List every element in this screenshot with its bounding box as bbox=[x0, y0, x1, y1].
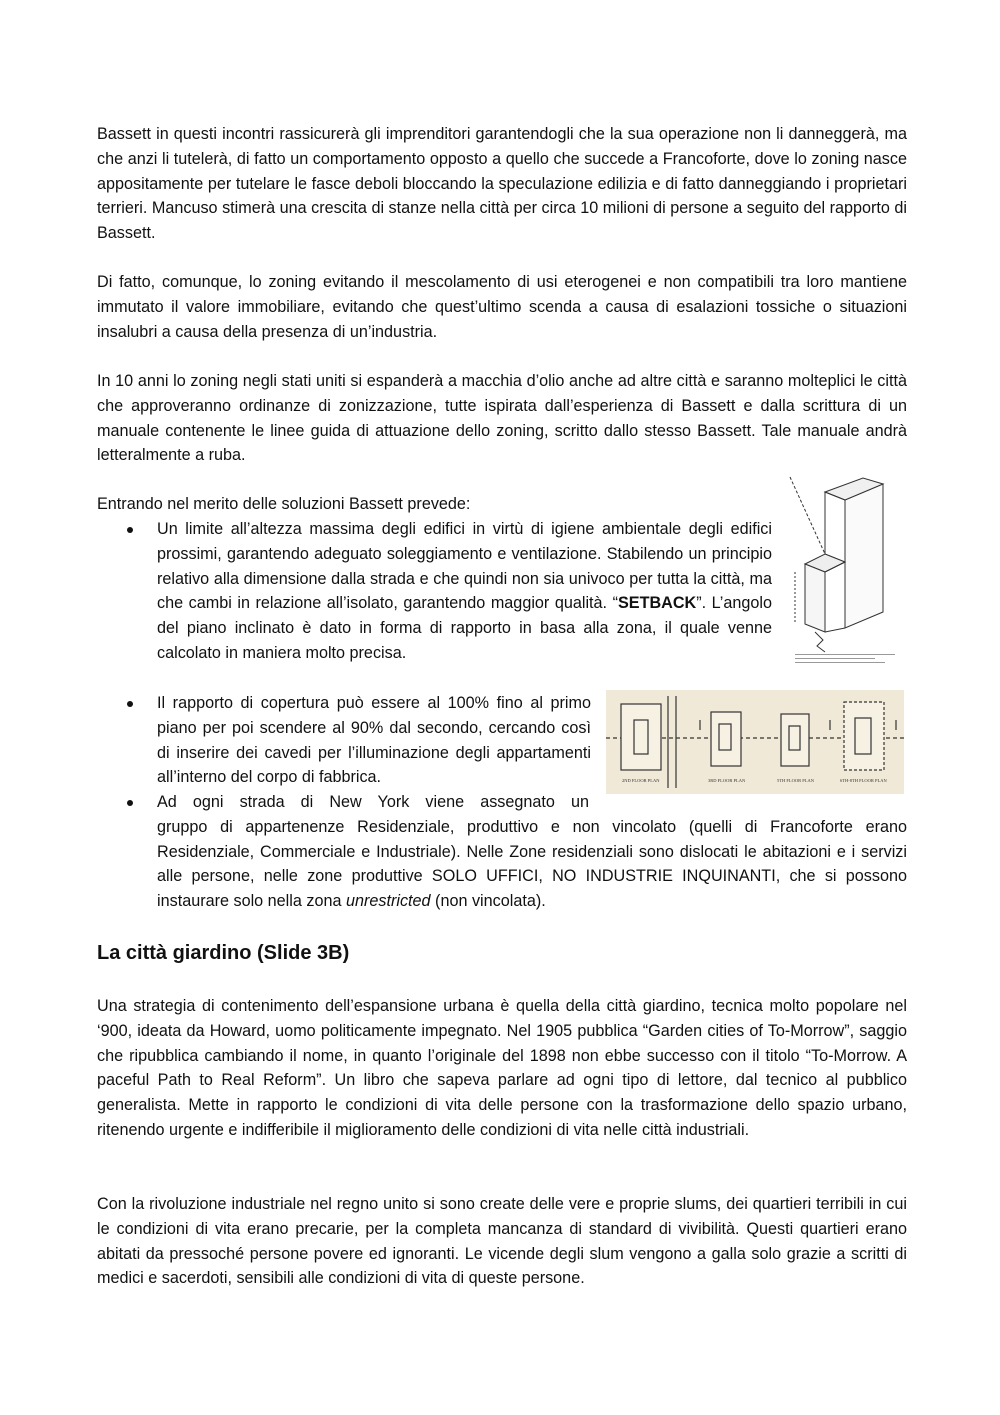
bullet-dot bbox=[127, 701, 133, 707]
floor-plan-label: 5TH FLOOR PLAN bbox=[777, 778, 815, 783]
floor-plan-label: 6TH-8TH FLOOR PLAN bbox=[840, 778, 887, 783]
section-heading: La città giardino (Slide 3B) bbox=[97, 942, 350, 964]
paragraph-2: Di fatto, comunque, lo zoning evitando il mescolamento di usi eterogenei e non compatibili tra loro mantiene immutato il valore immobiliare, evitando che quest’ultimo scenda a causa di esalazioni tossiche o situazioni insalubri a causa della presenza di un’industria. bbox=[97, 273, 907, 341]
list-item-text: gruppo di appartenenze Residenziale, produttivo e non vincolato (quelli di Francoforte erano Residenziale, Commerciale e Industriale). Nelle Zone residenziali sono dislocati le abitazioni e i servizi alle persone, nelle zone produttive SOLO UFFICI, NO INDUSTRIE INQUINANTI, che si possono instaurare solo nella zona unrestricted (non vincolata). bbox=[157, 817, 907, 911]
paragraph-3: In 10 anni lo zoning negli stati uniti si espanderà a macchia d’olio anche ad altre città e saranno molteplici le città che approveranno ordinanze di zonizzazione, tutte ispirata dall’esperienza di Bassett e dalla scrittura di un manuale contenente le linee guida di attuazione dello zoning, scritto dallo stesso Bassett. Tale manuale andrà letteralmente a ruba. bbox=[97, 372, 907, 465]
bullet-dot bbox=[127, 800, 133, 806]
floor-plan-label: 2ND FLOOR PLAN bbox=[622, 778, 660, 783]
setback-diagram-image bbox=[785, 472, 905, 672]
list-item-text: Il rapporto di copertura può essere al 100% fino al primo piano per poi scendere al 90% dal secondo, cercando così di inserire dei cavedi per l’illuminazione degli appartamenti all’interno del corpo di fabbrica. bbox=[157, 694, 591, 787]
floor-plan-label: 3RD FLOOR PLAN bbox=[708, 778, 746, 783]
paragraph-1: Bassett in questi incontri rassicurerà gli imprenditori garantendogli che la sua operazione non li danneggerà, ma che anzi li tutelerà, di fatto un comportamento opposto a quello che succede a Francoforte, dove lo zoning nasce appositamente per tutelare le fasce deboli bloccando la speculazione edilizia e di fatto danneggiando i proprietari terrieri. Mancuso stimerà una crescita di stanze nella città per circa 10 milioni di persone a seguito del rapporto di Bassett. bbox=[97, 125, 907, 243]
paragraph-5: Con la rivoluzione industriale nel regno unito si sono create delle vere e proprie slums, dei quartieri terribili in cui le condizioni di vita erano precarie, per la completa mancanza di standard di vivibilità. Questi quartieri erano abitati da pressoché persone povere ed ignoranti. Le vicende degli slum vengono a galla solo grazie a scritti di medici e sacerdoti, sensibili alle condizioni di vita di queste persone. bbox=[97, 1195, 907, 1288]
list-item-text: Ad ogni strada di New York viene assegnato un bbox=[157, 793, 589, 811]
floor-plans-image bbox=[606, 690, 904, 794]
list-intro: Entrando nel merito delle soluzioni Bassett prevede: bbox=[97, 495, 471, 513]
bullet-dot bbox=[127, 527, 133, 533]
list-item-text: Un limite all’altezza massima degli edifici in virtù di igiene ambientale degli edifici prossimi, garantendo adeguato soleggiamento e ventilazione. Stabilendo un principio relativo alla dimensione dalla strada e che quindi non sia univoco per tutta la città, ma che cambi in relazione all’isolato, garantendo maggior qualità. “SETBACK”. L’angolo del piano inclinato è dato in forma di rapporto in basa alla zona, il quale venne calcolato in maniera molto precisa. bbox=[157, 520, 772, 662]
paragraph-4: Una strategia di contenimento dell’espansione urbana è quella della città giardino, tecnica molto popolare nel ‘900, ideata da Howard, uomo politicamente impegnato. Nel 1905 pubblica “Garden cities of To-Morrow”, saggio che ripubblica cambiando il nome, in quanto l’originale del 1898 non ebbe successo con il titolo “To-Morrow. A paceful Path to Real Reform”. Un libro che sapeva parlare ad ogni tipo di lettore, dal tecnico al pubblico generalista. Mette in rapporto le condizioni di vita delle persone con la trasformazione dello spazio urbano, ritenendo urgente e indifferibile il miglioramento delle condizioni di vita nelle città industriali. bbox=[97, 997, 907, 1139]
